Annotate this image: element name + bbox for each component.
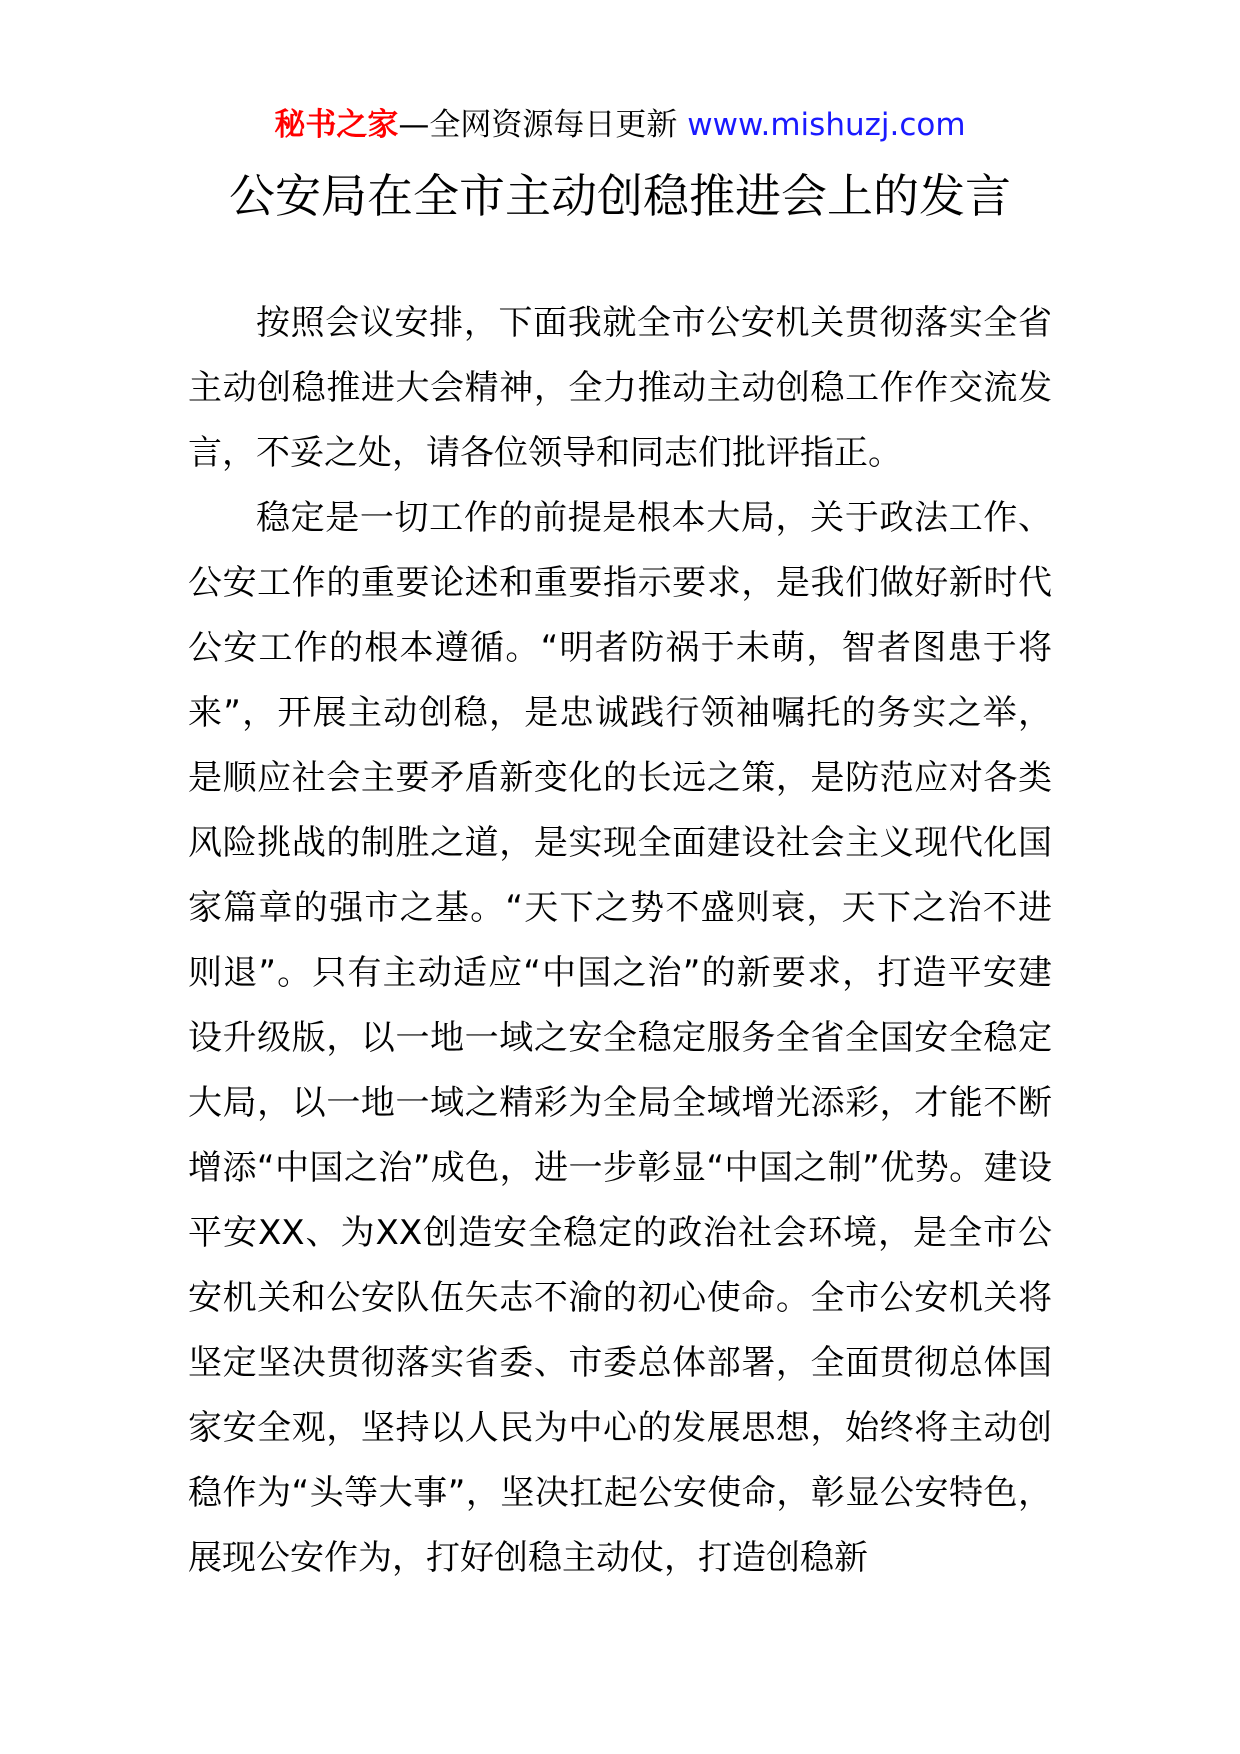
document-title: 公安局在全市主动创稳推进会上的发言 bbox=[229, 169, 1011, 223]
paragraph-intro: 按照会议安排，下面我就全市公安机关贯彻落实全省主动创稳推进大会精神，全力推动主动创稳工作作交流发言，不妥之处，请各位领导和同志们批评指正。 bbox=[188, 303, 1052, 473]
header-slogan: —全网资源每日更新 bbox=[398, 107, 678, 143]
document-body bbox=[188, 291, 1052, 1591]
site-header bbox=[0, 100, 1240, 150]
site-url-link[interactable]: www.mishuzj.com bbox=[687, 107, 966, 143]
paragraph-stability: 稳定是一切工作的前提是根本大局，关于政法工作、公安工作的重要论述和重要指示要求，是我们做好新时代公安工作的根本遵循。“明者防祸于未萌，智者图患于将来”，开展主动创稳，是忠诚践行领袖嘱托的务实之举，是顺应社会主要矛盾新变化的长远之策，是防范应对各类风险挑战的制胜之道，是实现全面建设社会主义现代化国家篇章的强市之基。“天下之势不盛则衰，天下之治不进则退”。只有主动适应“中国之治”的新要求，打造平安建设升级版，以一地一域之安全稳定服务全省全国安全稳定大局，以一地一域之精彩为全局全域增光添彩，才能不断增添“中国之治”成色，进一步彰显“中国之制”优势。建设平安XX、为XX创造安全稳定的政治社会环境，是全市公安机关和公安队伍矢志不渝的初心使命。全市公安机关将坚定坚决贯彻落实省委、市委总体部署，全面贯彻总体国家安全观，坚持以人民为中心的发展思想，始终将主动创稳作为“头等大事”，坚决扛起公安使命，彰显公安特色，展现公安作为，打好创稳主动仗，打造创稳新 bbox=[188, 498, 1052, 1578]
brand-name: 秘书之家 bbox=[274, 107, 399, 143]
